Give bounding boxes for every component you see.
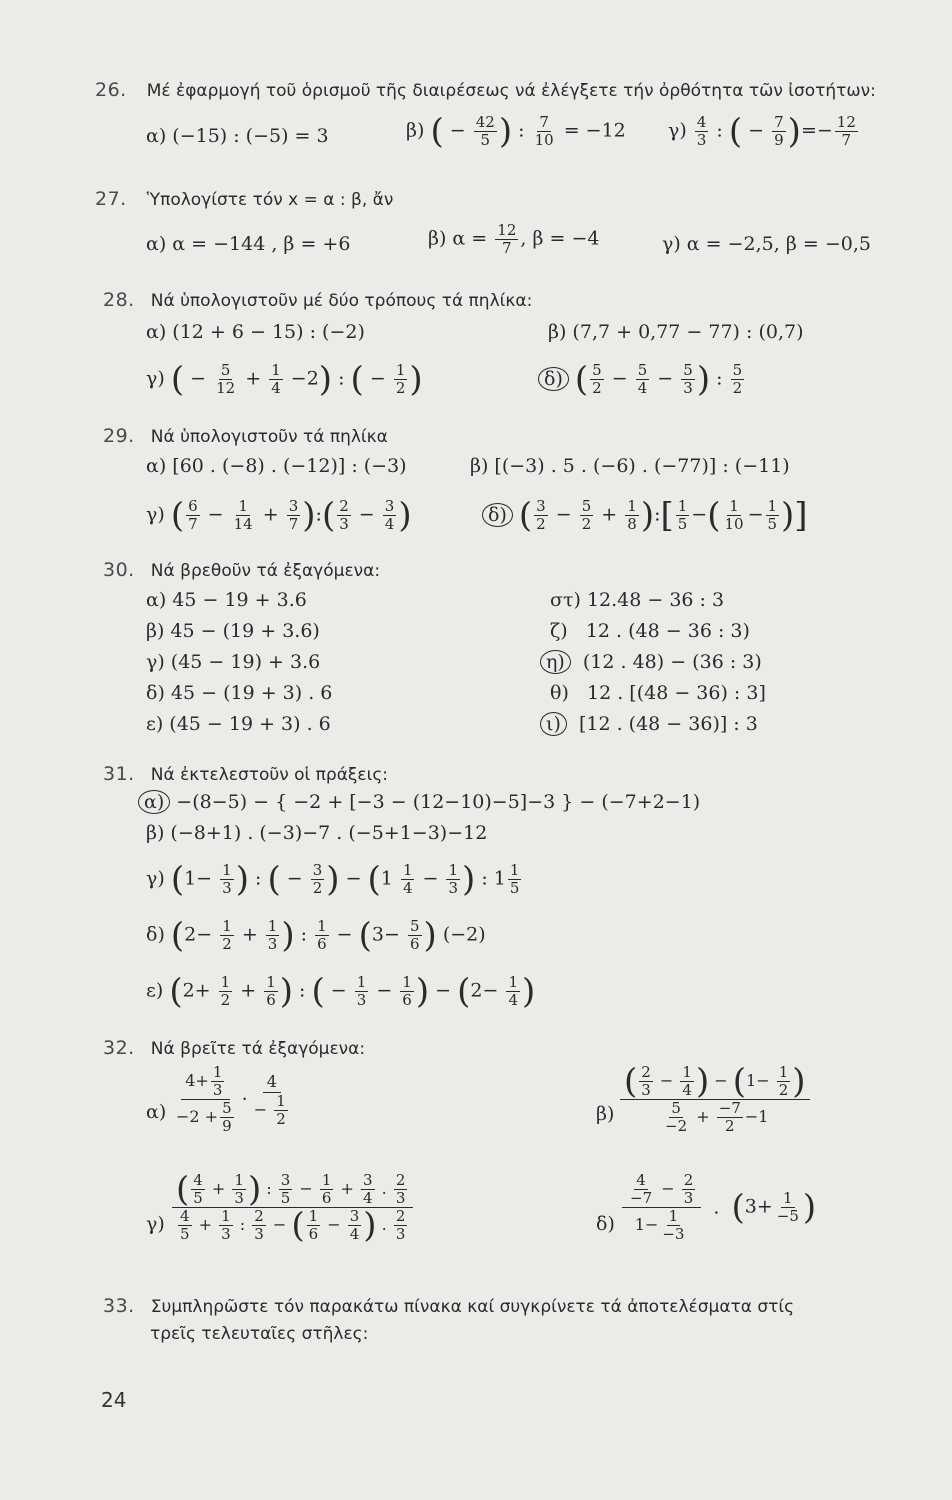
problem-30-left-item: δ) 45 − (19 + 3) . 6	[146, 682, 333, 704]
problem-number: 33.	[103, 1295, 135, 1317]
problem-text: Νά βρεῖτε τά ἐξαγόμενα:	[150, 1039, 366, 1059]
circled-label: ι)	[540, 712, 567, 736]
problem-29-b: β) [(−3) . 5 . (−6) . (−77)] : (−11)	[470, 455, 790, 477]
problem-32-b-label: β)	[596, 1103, 615, 1125]
problem-30-right-item: στ) 12.48 − 36 : 3	[550, 589, 725, 611]
problem-number: 28.	[103, 289, 135, 311]
problem-28-c: γ) ( − $\frac{5}{12}$ + $\frac{1}{4}$ −2) : ( − $\frac{1}{2}$ )	[146, 359, 423, 400]
problem-number: 31.	[103, 763, 135, 785]
problem-number: 27.	[95, 188, 127, 210]
problem-30-left-item: γ) (45 − 19) + 3.6	[146, 651, 321, 673]
problem-32-d-label: δ)	[596, 1213, 615, 1235]
problem-30-right-item: ι) [12 . (48 − 36)] : 3	[540, 712, 758, 736]
problem-31-e: ε) (2+ $\frac{1}{2}$ + $\frac{1}{6}$ ) : ( − $\frac{1}{3}$ − $\frac{1}{6}$ ) − (2− $\frac{1}{4}$ )	[146, 971, 536, 1012]
problem-27-b: β) α = $\frac{12}{7}$ , β = −4	[428, 221, 600, 257]
problem-32-a: 4+ $\frac{1}{3}$ −2 + $\frac{5}{9}$ · 4 − $\frac{1}{2}$	[176, 1063, 286, 1135]
problem-30-right-item: η) (12 . 48) − (36 : 3)	[540, 650, 762, 674]
problem-number: 26.	[95, 79, 127, 101]
problem-27-heading	[95, 187, 393, 212]
problem-32-c: ( $\frac{4}{5}$ + $\frac{1}{3}$ ) : $\frac{3}{5}$ − $\frac{1}{6}$ + $\frac{3}{4}$ . $\frac{2}{3}$ $\frac{4}{5}$ + $\frac{1}{3}$ : $\frac{2}{3}$ − ( $\frac{1}{6}$ − $\frac{3}{4}$ ) . $\frac{2}{3}$	[172, 1172, 413, 1243]
problem-26-a: α) (−15) : (−5) = 3	[146, 125, 329, 147]
circled-label: δ)	[482, 503, 513, 527]
problem-29-heading	[103, 424, 388, 449]
problem-30-left-item: β) 45 − (19 + 3.6)	[146, 620, 320, 642]
problem-30-heading	[103, 558, 380, 583]
circled-label: α)	[138, 790, 170, 814]
problem-number: 32.	[103, 1037, 135, 1059]
page-number: 24	[101, 1388, 127, 1412]
problem-29-c: γ) ( $\frac{6}{7}$ − $\frac{1}{14}$ + $\frac{3}{7}$ ):( $\frac{2}{3}$ − $\frac{3}{4}$ )	[146, 495, 412, 536]
problem-31-heading	[103, 762, 388, 787]
problem-text: Νά βρεθοῦν τά ἐξαγόμενα:	[150, 561, 381, 581]
problem-28-b: β) (7,7 + 0,77 − 77) : (0,7)	[548, 321, 804, 343]
circled-label: δ)	[538, 367, 569, 391]
problem-30-left-item: ε) (45 − 19 + 3) . 6	[146, 713, 331, 735]
problem-31-b: β) (−8+1) . (−3)−7 . (−5+1−3)−12	[146, 822, 488, 844]
problem-27-c: γ) α = −2,5, β = −0,5	[662, 233, 871, 255]
problem-30-left-item: α) 45 − 19 + 3.6	[146, 589, 307, 611]
problem-33-heading	[103, 1294, 794, 1319]
problem-number: 30.	[103, 559, 135, 581]
problem-text: Νά ὑπολογιστοῦν μέ δύο τρόπους τά πηλίκα:	[150, 291, 533, 311]
problem-32-a-label: α)	[146, 1101, 167, 1123]
circled-label: η)	[540, 650, 571, 674]
problem-32-d: $\frac{4}{-7}$ − $\frac{2}{3}$ 1− $\frac{1}{-3}$ . (3+ $\frac{1}{-5}$ )	[622, 1172, 816, 1243]
problem-29-a: α) [60 . (−8) . (−12)] : (−3)	[146, 455, 407, 477]
problem-32-heading	[103, 1036, 365, 1061]
problem-26-b: β) ( − $\frac{42}{5}$ ) : $\frac{7}{10}$ = −12	[406, 111, 626, 152]
problem-26-heading	[95, 78, 876, 103]
problem-31-c: γ) (1− $\frac{1}{3}$ ) : ( − $\frac{3}{2}$ ) − (1 $\frac{1}{4}$ − $\frac{1}{3}$ ) : 1 $\frac{1}{5}$	[146, 859, 520, 900]
problem-text: Νά ὑπολογιστοῦν τά πηλίκα	[150, 427, 388, 447]
problem-28-d: δ) ( $\frac{5}{2}$ − $\frac{5}{4}$ − $\frac{5}{3}$ ) : $\frac{5}{2}$	[538, 362, 746, 397]
problem-31-a: α) −(8−5) − { −2 + [−3 − (12−10)−5]−3 } − (−7+2−1)	[138, 790, 700, 814]
problem-text: Νά ἐκτελεστοῦν οἱ πράξεις:	[150, 765, 389, 785]
problem-29-d: δ) ( $\frac{3}{2}$ − $\frac{5}{2}$ + $\frac{1}{8}$ ):[ $\frac{1}{5}$ −( $\frac{1}{10}$ − $\frac{1}{5}$ )]	[482, 498, 808, 533]
problem-text: Συμπληρῶστε τόν παρακάτω πίνακα καί συγκρίνετε τά ἀποτελέσματα στίς	[150, 1297, 795, 1317]
problem-33-text-continued: τρεῖς τελευταῖες στῆλες:	[150, 1324, 369, 1344]
problem-26-c: γ) $\frac{4}{3}$ : ( − $\frac{7}{9}$ )=− $\frac{12}{7}$	[668, 111, 856, 152]
problem-text: Μέ ἐφαρμογή τοῦ ὁρισμοῦ τῆς διαιρέσεως νά ἐλέγξετε τήν ὀρθότητα τῶν ἰσοτήτων:	[146, 81, 876, 101]
problem-30-right-item: ζ) 12 . (48 − 36 : 3)	[550, 620, 750, 642]
problem-28-a: α) (12 + 6 − 15) : (−2)	[146, 321, 365, 343]
problem-32-b: ( $\frac{2}{3}$ − $\frac{1}{4}$ ) − (1− $\frac{1}{2}$ ) $\frac{5}{-2}$ + $\frac{-7}{2}$ −1	[620, 1064, 810, 1135]
problem-30-right-item: θ) 12 . [(48 − 36) : 3]	[550, 682, 766, 704]
problem-text: Ὑπολογίστε τόν x = α : β, ἄν	[146, 190, 394, 210]
problem-28-heading	[103, 288, 532, 313]
problem-32-c-label: γ)	[146, 1213, 165, 1235]
problem-31-d: δ) (2− $\frac{1}{2}$ + $\frac{1}{3}$ ) : $\frac{1}{6}$ − (3− $\frac{5}{6}$ ) (−2)	[146, 915, 486, 956]
problem-number: 29.	[103, 425, 135, 447]
problem-27-a: α) α = −144 , β = +6	[146, 233, 351, 255]
